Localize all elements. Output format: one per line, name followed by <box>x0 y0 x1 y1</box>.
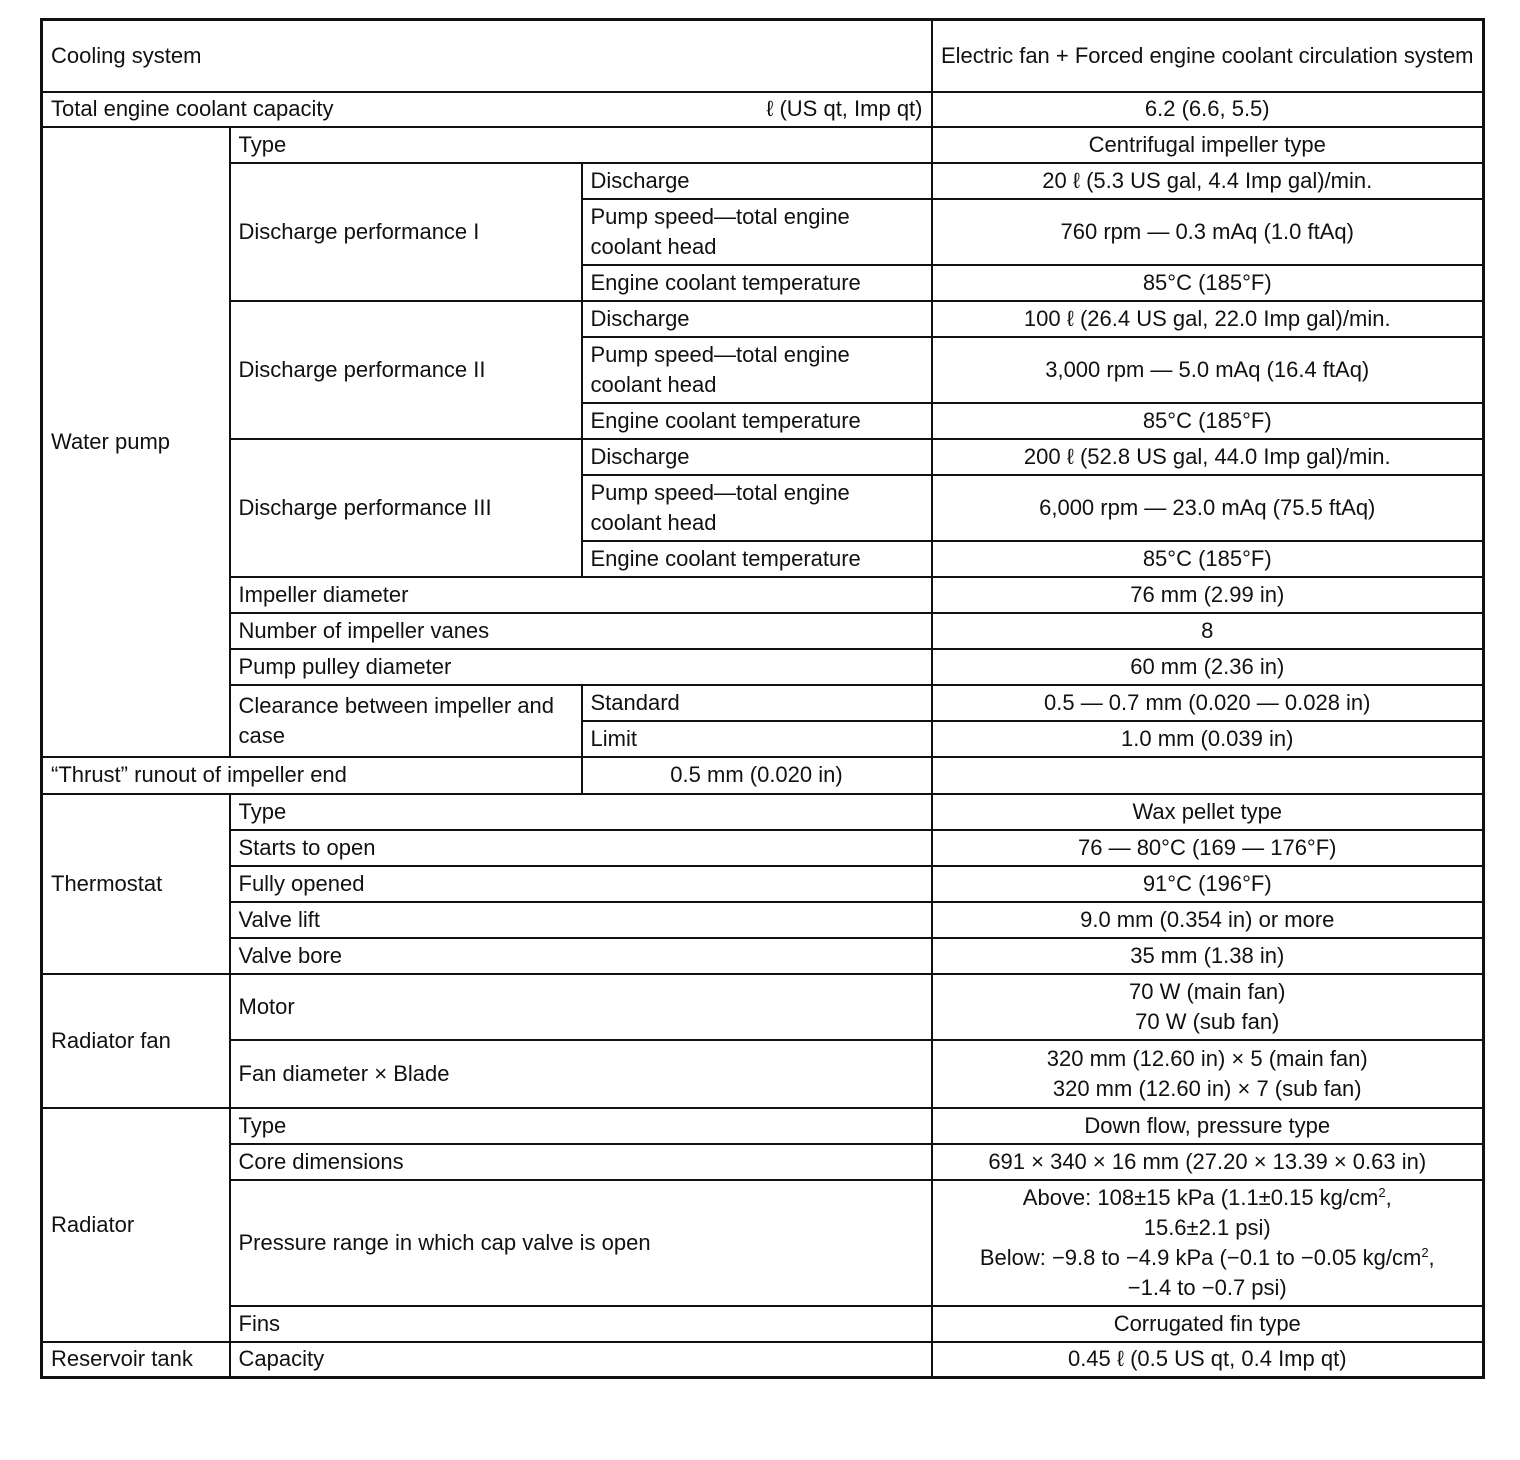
perf2-discharge-value: 100 ℓ (26.4 US gal, 22.0 Imp gal)/min. <box>932 301 1484 337</box>
superscript: 2 <box>1421 1244 1429 1260</box>
perf3-temp-value: 85°C (185°F) <box>932 541 1484 577</box>
table-row <box>42 1108 1484 1144</box>
table-row <box>42 974 1484 1040</box>
thermo-starts-label: Starts to open <box>230 830 932 866</box>
table-row <box>42 830 1484 866</box>
thermo-fully-label: Fully opened <box>230 866 932 902</box>
rad-type-value: Down flow, pressure type <box>932 1108 1484 1144</box>
table-row <box>42 301 1484 337</box>
pressure-above-text: Above: 108±15 kPa (1.1±0.15 kg/cm <box>1022 1184 1379 1210</box>
clearance-limit-label: Limit <box>582 721 932 757</box>
pulley-label: Pump pulley diameter <box>230 649 932 685</box>
core-value: 691 × 340 × 16 mm (27.20 × 13.39 × 0.63 in) <box>932 1144 1484 1180</box>
cooling-spec-table <box>40 18 1485 1379</box>
perf1-speed-label: Pump speed—total engine coolant head <box>582 199 932 265</box>
table-row <box>42 439 1484 475</box>
perf2-temp-value: 85°C (185°F) <box>932 403 1484 439</box>
motor-value <box>932 974 1484 1040</box>
perf3-discharge-value: 200 ℓ (52.8 US gal, 44.0 Imp gal)/min. <box>932 439 1484 475</box>
perf1-temp-value: 85°C (185°F) <box>932 265 1484 301</box>
thermo-type-label: Type <box>230 794 932 830</box>
table-row <box>42 685 1484 721</box>
perf2-temp-label: Engine coolant temperature <box>582 403 932 439</box>
table-row <box>42 649 1484 685</box>
total-capacity-unit: ℓ (US qt, Imp qt) <box>766 96 923 121</box>
clearance-limit-value: 1.0 mm (0.039 in) <box>932 721 1484 757</box>
table-row <box>42 1180 1484 1306</box>
motor-sub-value: 70 W (sub fan) <box>1135 1008 1280 1034</box>
fins-label: Fins <box>230 1306 932 1342</box>
table-row <box>42 757 1484 794</box>
runout-value: 0.5 mm (0.020 in) <box>582 757 932 794</box>
fan-diameter-value <box>932 1040 1484 1108</box>
pressure-below-psi: −1.4 to −0.7 psi) <box>1127 1274 1287 1300</box>
table-row <box>42 613 1484 649</box>
perf2-label: Discharge performance II <box>230 301 582 439</box>
table-row <box>42 1306 1484 1342</box>
perf1-speed-value: 760 rpm — 0.3 mAq (1.0 ftAq) <box>932 199 1484 265</box>
thermo-type-value: Wax pellet type <box>932 794 1484 830</box>
table-row <box>42 866 1484 902</box>
impeller-diameter-label: Impeller diameter <box>230 577 932 613</box>
total-capacity-value: 6.2 (6.6, 5.5) <box>932 92 1484 127</box>
comma: , <box>1428 1244 1435 1270</box>
thermo-bore-label: Valve bore <box>230 938 932 974</box>
table-row <box>42 938 1484 974</box>
core-label: Core dimensions <box>230 1144 932 1180</box>
water-pump-label: Water pump <box>42 127 230 757</box>
table-row <box>42 92 1484 127</box>
thermostat-label: Thermostat <box>42 794 230 974</box>
pressure-label: Pressure range in which cap valve is open <box>230 1180 932 1306</box>
thermo-starts-value: 76 — 80°C (169 — 176°F) <box>932 830 1484 866</box>
thermo-fully-value: 91°C (196°F) <box>932 866 1484 902</box>
fan-main-value: 320 mm (12.60 in) × 5 (main fan) <box>1046 1045 1368 1071</box>
rad-type-label: Type <box>230 1108 932 1144</box>
clearance-standard-value: 0.5 — 0.7 mm (0.020 — 0.028 in) <box>932 685 1484 721</box>
total-capacity-label: Total engine coolant capacity <box>51 96 334 121</box>
table-row <box>42 577 1484 613</box>
table-row <box>42 1342 1484 1378</box>
wp-type-value: Centrifugal impeller type <box>932 127 1484 163</box>
runout-label: “Thrust” runout of impeller end <box>42 757 582 794</box>
perf2-discharge-label: Discharge <box>582 301 932 337</box>
perf3-speed-value: 6,000 rpm — 23.0 mAq (75.5 ftAq) <box>932 475 1484 541</box>
fan-diameter-label: Fan diameter × Blade <box>230 1040 932 1108</box>
motor-label: Motor <box>230 974 932 1040</box>
pressure-value <box>932 1180 1484 1306</box>
capacity-label: Capacity <box>230 1342 932 1378</box>
impeller-diameter-value: 76 mm (2.99 in) <box>932 577 1484 613</box>
perf1-discharge-value: 20 ℓ (5.3 US gal, 4.4 Imp gal)/min. <box>932 163 1484 199</box>
vanes-value: 8 <box>932 613 1484 649</box>
table-row <box>42 794 1484 830</box>
pressure-below-line <box>941 1243 1475 1273</box>
thermo-lift-label: Valve lift <box>230 902 932 938</box>
perf1-temp-label: Engine coolant temperature <box>582 265 932 301</box>
table-row <box>42 1040 1484 1108</box>
table-row <box>42 902 1484 938</box>
perf3-discharge-label: Discharge <box>582 439 932 475</box>
clearance-label: Clearance between impeller and case <box>230 685 582 757</box>
pressure-below-text: Below: −9.8 to −4.9 kPa (−0.1 to −0.05 kg/cm <box>979 1244 1422 1270</box>
motor-main-value: 70 W (main fan) <box>1129 978 1286 1004</box>
cooling-system-value: Electric fan + Forced engine coolant circulation system <box>932 20 1484 92</box>
thermo-lift-value: 9.0 mm (0.354 in) or more <box>932 902 1484 938</box>
perf1-discharge-label: Discharge <box>582 163 932 199</box>
total-capacity-cell <box>42 92 932 127</box>
perf3-speed-label: Pump speed—total engine coolant head <box>582 475 932 541</box>
table-row <box>42 127 1484 163</box>
comma: , <box>1385 1184 1392 1210</box>
perf1-label: Discharge performance I <box>230 163 582 301</box>
pulley-value: 60 mm (2.36 in) <box>932 649 1484 685</box>
perf2-speed-value: 3,000 rpm — 5.0 mAq (16.4 ftAq) <box>932 337 1484 403</box>
clearance-standard-label: Standard <box>582 685 932 721</box>
cooling-system-label: Cooling system <box>42 20 932 92</box>
perf3-label: Discharge performance III <box>230 439 582 577</box>
wp-type-label: Type <box>230 127 932 163</box>
table-row <box>42 163 1484 199</box>
reservoir-label: Reservoir tank <box>42 1342 230 1378</box>
pressure-above-line <box>941 1183 1475 1213</box>
pressure-above-psi: 15.6±2.1 psi) <box>1143 1214 1271 1240</box>
table-row <box>42 20 1484 92</box>
table-row <box>42 1144 1484 1180</box>
superscript: 2 <box>1378 1184 1386 1200</box>
vanes-label: Number of impeller vanes <box>230 613 932 649</box>
perf3-temp-label: Engine coolant temperature <box>582 541 932 577</box>
fan-sub-value: 320 mm (12.60 in) × 7 (sub fan) <box>1052 1075 1362 1101</box>
fins-value: Corrugated fin type <box>932 1306 1484 1342</box>
capacity-value: 0.45 ℓ (0.5 US qt, 0.4 Imp qt) <box>932 1342 1484 1378</box>
perf2-speed-label: Pump speed—total engine coolant head <box>582 337 932 403</box>
radiator-label: Radiator <box>42 1108 230 1342</box>
thermo-bore-value: 35 mm (1.38 in) <box>932 938 1484 974</box>
radiator-fan-label: Radiator fan <box>42 974 230 1108</box>
